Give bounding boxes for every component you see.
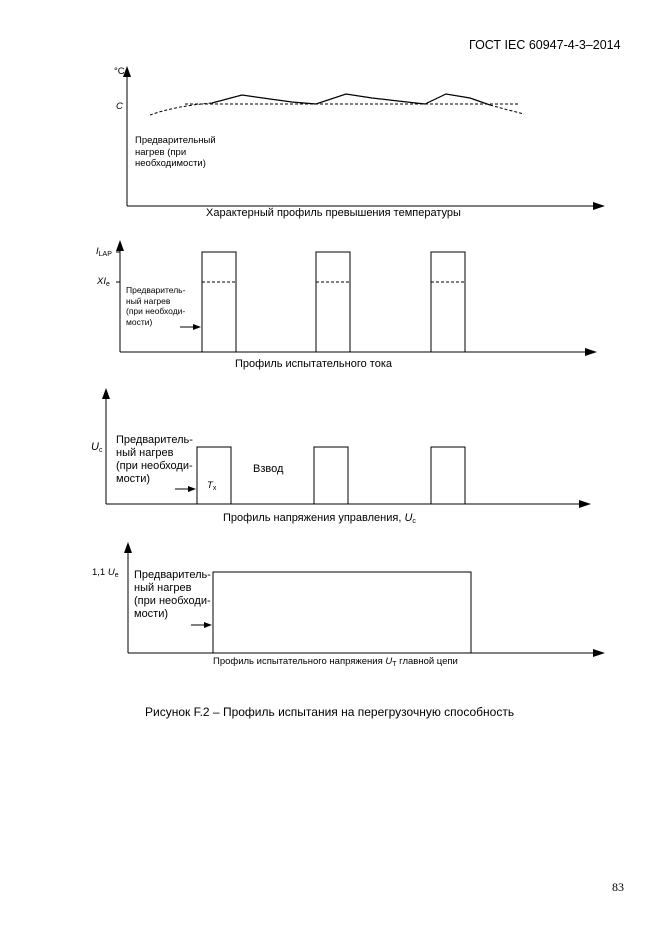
main-y-arrow [124, 542, 132, 553]
temperature-caption: Характерный профиль превышения температуры [206, 207, 461, 219]
control-preheat-note: Предваритель- ный нагрев (при необходи- мости) [116, 434, 193, 485]
current-xie-label: $XI_e$ [97, 276, 110, 288]
main-caption: Профиль испытательного напряжения $U_T$ главной цепи [213, 656, 458, 668]
document-header: ГОСТ IEC 60947-4-3–2014 [469, 38, 621, 52]
control-pulse-2 [314, 447, 348, 504]
main-voltage-pulse [213, 572, 471, 653]
temperature-unit-label: °C [114, 66, 125, 77]
control-vzvod-label: Взвод [253, 463, 284, 475]
temperature-preheat-curve [150, 103, 212, 115]
control-y-arrow [102, 388, 110, 399]
current-pulse-3 [431, 252, 465, 352]
control-x-arrow [579, 500, 591, 508]
current-ilap-label: $I_{LAP}$ [96, 246, 112, 258]
control-caption: Профиль напряжения управления, $U_c$ [223, 512, 416, 525]
temperature-preheat-note: Предварительный нагрев (при необходимости) [135, 135, 216, 169]
main-ue-label: 1,1 $U_e$ [92, 567, 119, 579]
current-pulse-2 [316, 252, 350, 352]
temperature-x-arrow [593, 202, 605, 210]
current-y-arrow [116, 240, 124, 251]
temperature-cooldown-curve [490, 105, 524, 114]
current-x-arrow [585, 348, 597, 356]
page-number: 83 [612, 880, 624, 894]
current-pulse-1 [202, 252, 236, 352]
control-pulse-1 [197, 447, 231, 504]
current-preheat-arrow-head [193, 324, 201, 330]
current-caption: Профиль испытательного тока [235, 358, 392, 370]
main-preheat-arrow-head [204, 622, 212, 628]
main-preheat-note: Предваритель- ный нагрев (при необходи- мости) [134, 569, 211, 620]
temperature-c-label: C [116, 101, 123, 112]
control-tx-label: $T_x$ [207, 480, 217, 492]
control-preheat-arrow-head [188, 486, 196, 492]
current-preheat-note: Предваритель- ный нагрев (при необходи- мости) [126, 285, 186, 327]
current-profile-chart [116, 240, 597, 356]
control-pulse-3 [431, 447, 465, 504]
main-x-arrow [593, 649, 605, 657]
temperature-profile-line [212, 94, 490, 105]
control-uc-label: $U_c$ [91, 441, 103, 454]
figure-caption: Рисунок F.2 – Профиль испытания на перегрузочную способность [145, 705, 515, 719]
